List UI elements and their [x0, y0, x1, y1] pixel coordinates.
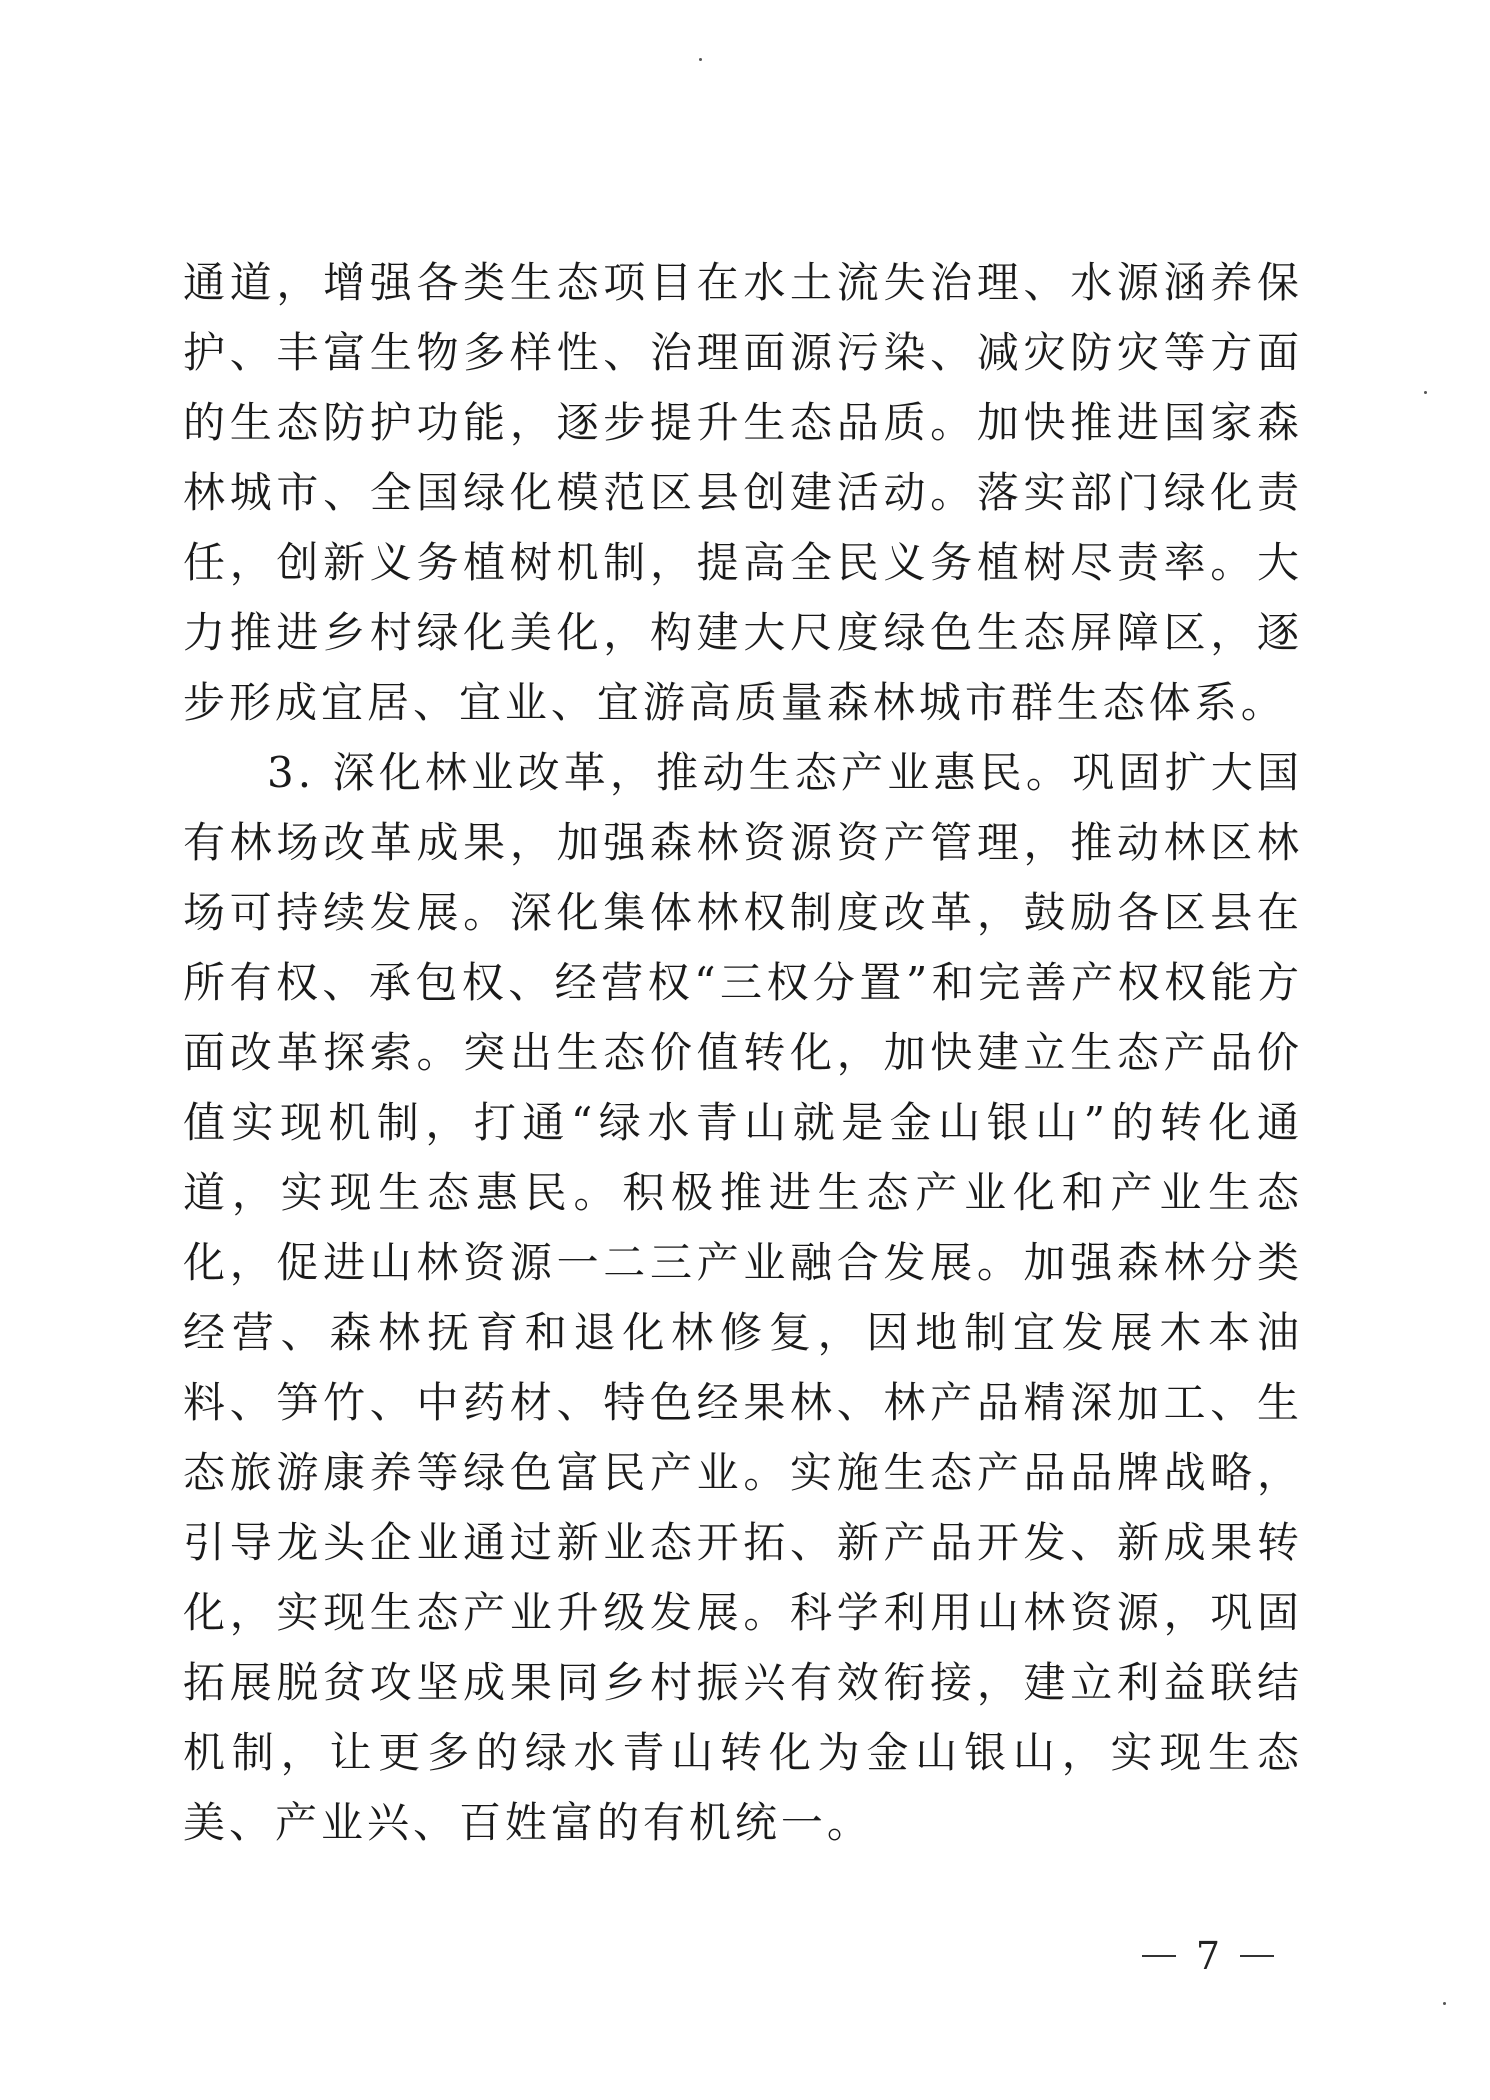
- scan-speck: [1424, 391, 1427, 394]
- footer-dash-left: [1142, 1955, 1176, 1957]
- document-body: [183, 248, 1303, 1858]
- paragraph-1: 通道，增强各类生态项目在水土流失治理、水源涵养保护、丰富生物多样性、治理面源污染、减灾防灾等方面的生态防护功能，逐步提升生态品质。加快推进国家森林城市、全国绿化模范区县创建活动。落实部门绿化责任，创新义务植树机制，提高全民义务植树尽责率。大力推进乡村绿化美化，构建大尺度绿色生态屏障区，逐步形成宜居、宜业、宜游高质量森林城市群生态体系。: [183, 258, 1303, 727]
- footer-dash-right: [1240, 1955, 1274, 1957]
- paragraph-2: 3. 深化林业改革，推动生态产业惠民。巩固扩大国有林场改革成果，加强森林资源资产管理，推动林区林场可持续发展。深化集体林权制度改革，鼓励各区县在所有权、承包权、经营权“三权分置”和完善产权权能方面改革探索。突出生态价值转化，加快建立生态产品价值实现机制，打通“绿水青山就是金山银山”的转化通道，实现生态惠民。积极推进生态产业化和产业生态化，促进山林资源一二三产业融合发展。加强森林分类经营、森林抚育和退化林修复，因地制宜发展木本油料、笋竹、中药材、特色经果林、林产品精深加工、生态旅游康养等绿色富民产业。实施生态产品品牌战略，引导龙头企业通过新业态开拓、新产品开发、新成果转化，实现生态产业升级发展。科学利用山林资源，巩固拓展脱贫攻坚成果同乡村振兴有效衔接，建立利益联结机制，让更多的绿水青山转化为金山银山，实现生态美、产业兴、百姓富的有机统一。: [183, 748, 1303, 1847]
- page-footer: [1142, 1934, 1274, 1978]
- scan-speck: [1443, 2002, 1446, 2005]
- scan-speck: [699, 58, 702, 61]
- page-number: 7: [1195, 1934, 1220, 1978]
